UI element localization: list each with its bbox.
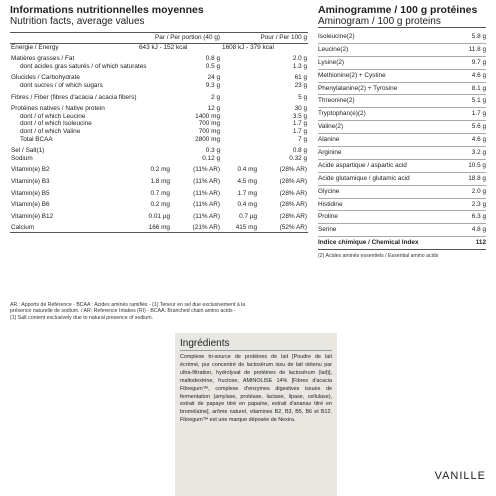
nutrition-row-label: Sodium [11, 154, 33, 162]
nutrition-row-label: Vitamin(e) B2 [11, 166, 50, 174]
nutrition-row [10, 43, 308, 51]
per-100g-value-2: 1.7 g [292, 120, 308, 128]
per-100g-value [221, 101, 258, 113]
nutrition-row [10, 220, 308, 232]
nutrition-title: Informations nutritionnelles moyennes [10, 4, 204, 16]
per-100g-value [221, 120, 258, 128]
per-100g-value [221, 70, 258, 82]
per-portion-value-2: (21% AR) [171, 220, 221, 232]
per-portion-value-2: 0.3 g [205, 147, 221, 155]
nutrition-facts [10, 4, 308, 233]
aminogram-row [318, 186, 486, 199]
per-portion-value [138, 155, 171, 163]
per-100g-value [221, 90, 258, 102]
aminogram-row [318, 173, 486, 186]
nutrition-row [10, 70, 308, 82]
amino-acid-label: Acide aspartique / aspartic acid [318, 161, 407, 169]
per-100g-value [221, 155, 258, 163]
per-portion-value: 0.01 µg [148, 212, 170, 220]
nutrition-row [10, 197, 308, 209]
per-100g-value-2: 1.3 g [292, 62, 308, 70]
nutrition-row-label: dont sucres / of which sugars [20, 81, 103, 89]
per-100g-value-2: (28% AR) [279, 212, 308, 220]
aminogram-title: Aminogramme / 100 g protéines [318, 4, 478, 16]
per-100g-value-2: 5 g [298, 93, 308, 101]
per-portion-value-2: (11% AR) [193, 177, 221, 185]
aminogram-row [318, 199, 486, 212]
per-portion-value [138, 82, 171, 90]
per-100g-value: 0.7 µg [239, 212, 258, 220]
aminogram-row [318, 70, 486, 83]
amino-acid-value: 4.6 g [471, 136, 486, 144]
aminogram-row [318, 44, 486, 57]
nutrition-header-row [10, 33, 308, 44]
per-100g-value-2: 0.8 g [292, 147, 308, 155]
aminogram-row [318, 95, 486, 108]
per-100g-value-2: (28% AR) [279, 189, 308, 197]
chemical-index-row [318, 237, 486, 250]
per-100g-value: 4.5 mg [237, 177, 258, 185]
nutrition-row-label: dont / of which Leucine [20, 112, 86, 120]
per-100g-value-2: (28% AR) [279, 166, 308, 174]
amino-acid-label: Tryptophan(e)(2) [318, 110, 366, 118]
nutrition-row-label: Calcium [10, 220, 138, 232]
nutrition-row-label: Vitamin(e) B5 [11, 189, 50, 197]
per-portion-value [138, 128, 171, 136]
nutrition-row [10, 162, 308, 174]
amino-acid-label: Arginine [318, 149, 342, 157]
aminogram-subtitle: Aminogram / 100 g proteins [318, 16, 486, 28]
amino-acid-value: 10.5 g [468, 161, 486, 169]
per-portion-value-2: 0.5 g [205, 62, 221, 70]
per-portion-value [138, 143, 171, 155]
nutrition-row [10, 186, 308, 198]
per-portion-value-2: 1400 mg [195, 112, 221, 120]
nutrition-subtitle: Nutrition facts, average values [10, 16, 145, 27]
nutrition-row-label: Protéines natives / Native protein [11, 105, 105, 113]
amino-acid-label: Leucine(2) [318, 45, 349, 53]
amino-acid-value: 1.7 g [471, 110, 486, 118]
ingredients-title: Ingrédients [180, 337, 332, 351]
per-100g-value [221, 128, 258, 136]
amino-acid-label: Acide glutamique / glutamic acid [318, 174, 410, 182]
per-portion-value-2: (11% AR) [193, 201, 221, 209]
per-portion-value-2: 0.8 g [205, 55, 221, 63]
per-100g-value [221, 143, 258, 155]
nutrition-row [10, 143, 308, 155]
amino-acid-value: 18.8 g [468, 174, 486, 182]
aminogram [318, 4, 486, 260]
per-portion-value-2: 2800 mg [195, 135, 221, 143]
nutrition-row-label: Sel / Salt(1) [11, 147, 45, 155]
per-100g-value-2: 7 g [298, 135, 308, 143]
per-100g-value [221, 136, 258, 144]
per-portion-value: 643 kJ - 152 kcal [139, 43, 188, 51]
per-100g-value-2: 3.5 g [292, 112, 308, 120]
per-portion-value [138, 70, 171, 82]
aminogram-row [318, 147, 486, 160]
nutrition-row-label: Vitamin(e) B12 [11, 212, 54, 220]
per-100g-value: 1.7 mg [237, 189, 258, 197]
note-line: (1) Salt content exclusively due to natural presence of sodium. [10, 314, 154, 321]
per-portion-value [138, 136, 171, 144]
nutrition-notes [10, 302, 310, 321]
per-portion-value: 1.8 mg [150, 177, 170, 185]
amino-acid-value: 3.2 g [471, 149, 486, 157]
amino-acid-value: 2.0 g [471, 187, 486, 195]
per-100g-value [221, 113, 258, 121]
nutrition-row [10, 155, 308, 163]
per-100g-value [221, 63, 258, 71]
flavor-label: VANILLE [434, 470, 486, 482]
nutrition-row-label: dont acides gras saturés / of which saturates [20, 62, 147, 70]
per-100g-value-2: 1.7 g [292, 127, 308, 135]
amino-acid-label: Histidine [318, 200, 343, 208]
per-portion-value-2: (11% AR) [193, 189, 221, 197]
amino-acid-value: 5.8 g [471, 33, 486, 40]
nutrition-row-label: Vitamin(e) B3 [11, 177, 50, 185]
per-100g-value-2: 2.0 g [292, 55, 308, 63]
per-portion-value [138, 101, 171, 113]
nutrition-row-label: Vitamin(e) B6 [11, 201, 50, 209]
note-line: présence naturelle de sodium. / AR: Reference Intakes (RI) - BCAA: Branched chain amino acids - [10, 308, 236, 315]
per-portion-value-2: (11% AR) [193, 212, 221, 220]
ingredients-box [175, 333, 337, 496]
nutrition-row [10, 101, 308, 113]
aminogram-row [318, 224, 486, 237]
nutrition-row-label: Total BCAA [20, 135, 53, 143]
aminogram-row [318, 121, 486, 134]
per-portion-value-2: 0.12 g [202, 154, 221, 162]
nutrition-row [10, 128, 308, 136]
per-100g-value-2: 61 g [294, 74, 308, 82]
per-portion-value [138, 90, 171, 102]
nutrition-table [10, 32, 308, 233]
nutrition-row-label: dont / of which Valine [20, 127, 81, 135]
nutrition-row [10, 136, 308, 144]
nutrition-row [10, 82, 308, 90]
per-100g-value-2: 30 g [294, 105, 308, 113]
per-portion-value: 0.2 mg [150, 201, 170, 209]
per-100g-value: 1608 kJ - 379 kcal [222, 43, 274, 51]
nutrition-row [10, 63, 308, 71]
amino-acid-label: Threonine(2) [318, 97, 355, 105]
amino-acid-value: 6.3 g [471, 213, 486, 221]
nutrition-row [10, 120, 308, 128]
chemical-index-label: Indice chimique / Chemical Index [318, 239, 419, 247]
per-portion-value-2: 700 mg [198, 120, 221, 128]
per-100g-value-2: (52% AR) [258, 220, 308, 232]
per-100g-value-2: 23 g [294, 81, 308, 89]
aminogram-row [318, 108, 486, 121]
amino-acid-label: Proline [318, 213, 338, 221]
nutrition-row-label: Matières grasses / Fat [11, 55, 75, 63]
aminogram-footnote: (2) Acides aminés essentiels / Essential amino acids [318, 253, 439, 260]
amino-acid-label: Phenylalanine(2) + Tyrosine [318, 84, 398, 92]
amino-acid-value: 4.8 g [471, 226, 486, 234]
per-100g-value: 0.4 mg [237, 166, 258, 174]
nutrition-row [10, 174, 308, 186]
nutrition-row-label: dont / of which Isoleucine [20, 120, 92, 128]
amino-acid-label: Glycine [318, 187, 340, 195]
per-portion-value-2: 700 mg [198, 127, 221, 135]
per-portion-value-2: 12 g [207, 105, 221, 113]
amino-acid-value: 5.1 g [471, 97, 486, 105]
amino-acid-label: Methionine(2) + Cystine [318, 71, 386, 79]
per-portion-value [138, 51, 171, 63]
aminogram-row [318, 31, 486, 44]
per-100g-value: 415 mg [221, 220, 258, 232]
amino-acid-label: Valine(2) [318, 123, 344, 131]
amino-acid-value: 9.7 g [471, 58, 486, 66]
aminogram-row [318, 134, 486, 147]
per-portion-value [138, 113, 171, 121]
note-line: AR : Apports de Référence - BCAA : Acides aminés ramifiés - (1) Teneur en sel due exclusivement à la [10, 302, 246, 308]
per-100g-value: 0.4 mg [237, 201, 258, 209]
per-portion-value [138, 120, 171, 128]
amino-acid-value: 8.1 g [471, 84, 486, 92]
amino-acid-label: Isoleucine(2) [318, 33, 355, 40]
nutrition-row [10, 90, 308, 102]
amino-acid-value: 4.6 g [471, 71, 486, 79]
per-portion-value-2: 24 g [207, 74, 221, 82]
ingredients-text: Complexe tri-source de protéines de lait [Poudre de lait écrémé, pur concentré de lactosérum issu de lait obtenu par ultra-filtration, hydrolysat de protéines de lactosérum (lait)], maltodextrine, fructose, AMINOLISE 14% [Fibres d'acacia Fibregum™, complexe d'enzymes digestives issues de fermentation (amylase, protéase, lactase, lipase, cellulase), extrait de papaye titré en papaïne, extrait d'ananas titré en bromélaïne], arôme naturel, vitamines B2, B3, B5, B6 et B12. Fibregum™ est une marque déposée de Nexira. [180, 354, 332, 424]
per-100g-value [221, 51, 258, 63]
nutrition-row [10, 113, 308, 121]
aminogram-row [318, 57, 486, 70]
col-per-100g: Pour / Per 100 g [221, 33, 308, 44]
chemical-index-value: 112 [475, 239, 486, 247]
amino-acid-label: Serine [318, 226, 337, 234]
nutrition-row-label: Fibres / Fiber (fibres d'acacia / acacia fibers) [11, 93, 137, 101]
col-per-portion: Par / Per portion (40 g) [138, 33, 221, 44]
per-portion-value: 0.2 mg [150, 166, 170, 174]
nutrition-row-label: Énergie / Energy [11, 43, 59, 51]
nutrition-row [10, 209, 308, 221]
per-portion-value-2: 9.3 g [205, 81, 221, 89]
amino-acid-label: Lysine(2) [318, 58, 345, 66]
per-portion-value-2: (11% AR) [193, 166, 221, 174]
amino-acid-value: 11.8 g [468, 45, 486, 53]
amino-acid-label: Alanine [318, 136, 340, 144]
amino-acid-value: 2.3 g [471, 200, 486, 208]
aminogram-row [318, 211, 486, 224]
aminogram-row [318, 160, 486, 173]
per-portion-value: 0.7 mg [150, 189, 170, 197]
nutrition-row-label: Glucides / Carbohydrate [11, 74, 80, 82]
per-100g-value-2: 0.32 g [289, 154, 308, 162]
per-100g-value-2: (28% AR) [279, 201, 308, 209]
per-100g-value [221, 82, 258, 90]
per-portion-value-2: 2 g [211, 93, 221, 101]
nutrition-row [10, 51, 308, 63]
aminogram-row [318, 83, 486, 96]
per-100g-value-2: (28% AR) [279, 177, 308, 185]
amino-acid-value: 5.6 g [471, 123, 486, 131]
per-portion-value: 166 mg [138, 220, 171, 232]
